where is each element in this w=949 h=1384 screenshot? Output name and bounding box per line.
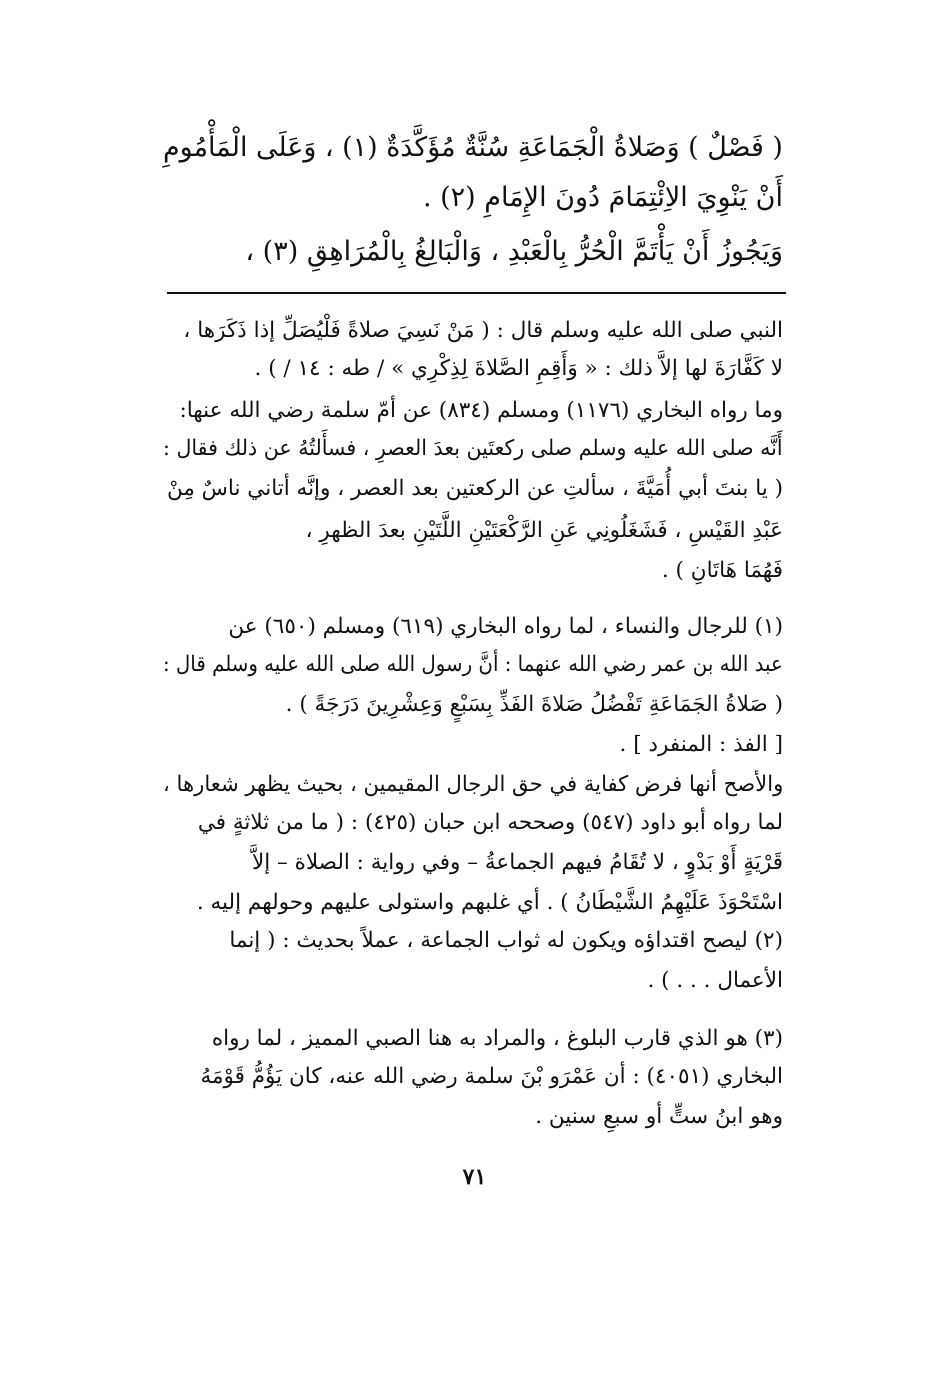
footnote-line: والأصح أنها فرض كفاية في حق الرجال المقيمين ، بحيث يظهر شعارها ،: [162, 772, 783, 797]
footnote-line: قَرْيَةٍ أَوْ بَدْوٍ ، لا تُقَامُ فيهم الجماعةُ – وفي رواية : الصلاة – إلاَّ: [251, 850, 783, 875]
footnote-line: فَهُمَا هَاتَانِ ) .: [661, 558, 783, 583]
footnote-separator: [167, 292, 786, 294]
footnote-line: اسْتَحْوَذَ عَلَيْهِمُ الشَّيْطَانُ ) . أي غلبهم واستولى عليهم وحولهم إليه .: [196, 890, 783, 915]
footnote-line: عبد الله بن عمر رضي الله عنهما : أنَّ رسول الله صلى الله عليه وسلم قال :: [163, 652, 783, 677]
footnote-line: ( صَلاةُ الجَمَاعَةِ تَفْضُلُ صَلاةَ الفَذِّ بِسَبْعٍ وَعِشْرِينَ دَرَجَةً ) .: [285, 692, 783, 717]
footnote-line: لا كَفَّارَةَ لها إلاَّ ذلك : « وَأَقِمِ الصَّلاةَ لِذِكْرِي » / طه : ١٤ / ) .: [254, 356, 783, 381]
footnote-line: ( يا بنتَ أبي أُمَيَّةَ ، سألتِ عن الركعتين بعد العصر ، وإنَّه أتاني ناسٌ مِنْ: [166, 476, 783, 501]
footnote-line: البخاري (٤٠٥١) : أن عَمْرَو بْنَ سلمة رضي الله عنه، كان يَؤُمُّ قَوْمَهُ: [200, 1064, 783, 1089]
footnote-line: (٣) هو الذي قارب البلوغ ، والمراد به هنا الصبي المميز ، لما رواه: [211, 1026, 783, 1051]
footnote-line: (١) للرجال والنساء ، لما رواه البخاري (٦١٩) ومسلم (٦٥٠) عن: [228, 614, 783, 639]
footnote-line: عَبْدِ القَيْسِ ، فَشَغَلُونِي عَنِ الرَّكْعَتَيْنِ اللَّتَيْنِ بعدَ الظهرِ ،: [305, 518, 783, 543]
main-text-line: أَنْ يَنْوِيَ الاِئْتِمَامَ دُونَ الإِمَامِ (٢) .: [422, 182, 783, 213]
footnote-line: أَنَّه صلى الله عليه وسلم صلى ركعتَين بعدَ العصرِ ، فسأَلتُهُ عن ذلك فقال :: [163, 436, 783, 461]
footnote-line: الأعمال . . . ) .: [647, 968, 783, 993]
footnote-line: [ الفذ : المنفرد ] .: [619, 732, 783, 757]
footnote-line: لما رواه أبو داود (٥٤٧) وصححه ابن حبان (٤٢٥) : ( ما من ثلاثةٍ في: [197, 810, 783, 835]
footnote-line: النبي صلى الله عليه وسلم قال : ( مَنْ نَسِيَ صلاةً فَلْيُصَلِّ إذا ذَكَرَها ،: [183, 318, 783, 343]
footnote-line: (٢) ليصح اقتداؤه ويكون له ثواب الجماعة ، عملاً بحديث : ( إنما: [229, 928, 783, 953]
main-text-line: وَيَجُوزُ أَنْ يَأْتَمَّ الْحُرُّ بِالْعَبْدِ ، وَالْبَالِغُ بِالْمُرَاهِقِ (٣) ،: [245, 236, 783, 267]
page-number: ٧١: [462, 1164, 487, 1190]
footnote-line: وما رواه البخاري (١١٧٦) ومسلم (٨٣٤) عن أمّ سلمة رضي الله عنها:: [179, 398, 783, 423]
footnote-line: وهو ابنُ ستٍّ أو سبعِ سنين .: [535, 1104, 783, 1129]
main-text-line: ( فَصْلٌ ) وَصَلاةُ الْجَمَاعَةِ سُنَّةٌ مُؤَكَّدَةٌ (١) ، وَعَلَى الْمَأْمُومِ: [163, 132, 783, 163]
